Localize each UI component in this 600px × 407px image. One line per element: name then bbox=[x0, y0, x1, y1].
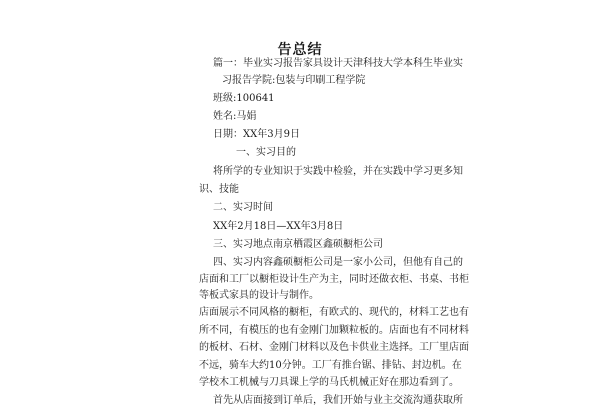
text-line: 等板式家具的设计与制作。 bbox=[199, 290, 319, 301]
text-line: 的板材、石材、金刚门材料以及色卡供业主选择。工厂里店面 bbox=[199, 342, 469, 353]
text-line: XX年2月18日—XX年3月8日 bbox=[213, 221, 344, 232]
text-line: 四、实习内容鑫硕橱柜公司是一家小公司，但他有自己的 bbox=[213, 257, 463, 268]
text-line: 习报告学院:包装与印刷工程学院 bbox=[222, 75, 366, 86]
section-heading: 三、实习地点南京栖霞区鑫硕橱柜公司 bbox=[213, 239, 383, 250]
text-line: 识、技能 bbox=[199, 184, 239, 195]
text-line: 姓名:马娟 bbox=[213, 111, 257, 122]
section-heading: 一、实习目的 bbox=[236, 147, 296, 158]
text-line: 店面展示不同风格的橱柜，有欧式的、现代的，材料工艺也有 bbox=[199, 307, 469, 318]
section-heading: 二、实习时间 bbox=[213, 202, 273, 213]
text-line: 不远，骑车大约10分钟。工厂有推台锯、排钻、封边机。在 bbox=[199, 360, 462, 371]
text-line: 班级:100641 bbox=[213, 93, 275, 104]
text-line: 首先从店面接到订单后，我们开始与业主交流沟通获取所 bbox=[213, 395, 463, 406]
document-title: 告总结 bbox=[277, 42, 323, 58]
text-line: 店面和工厂以橱柜设计生产为主，同时还做衣柜、书桌、书柜 bbox=[199, 274, 469, 285]
text-line: 篇一：毕业实习报告家具设计天津科技大学本科生毕业实 bbox=[213, 58, 463, 69]
text-line: 学校木工机械与刀具课上学的马氏机械正好在那边看到了。 bbox=[199, 377, 459, 388]
text-line: 将所学的专业知识于实践中检验，并在实践中学习更多知 bbox=[213, 166, 463, 177]
text-line: 所不同，有模压的也有金刚门加颗粒板的。店面也有不同材料 bbox=[199, 325, 469, 336]
text-line: 日期：XX年3月9日 bbox=[213, 129, 300, 140]
